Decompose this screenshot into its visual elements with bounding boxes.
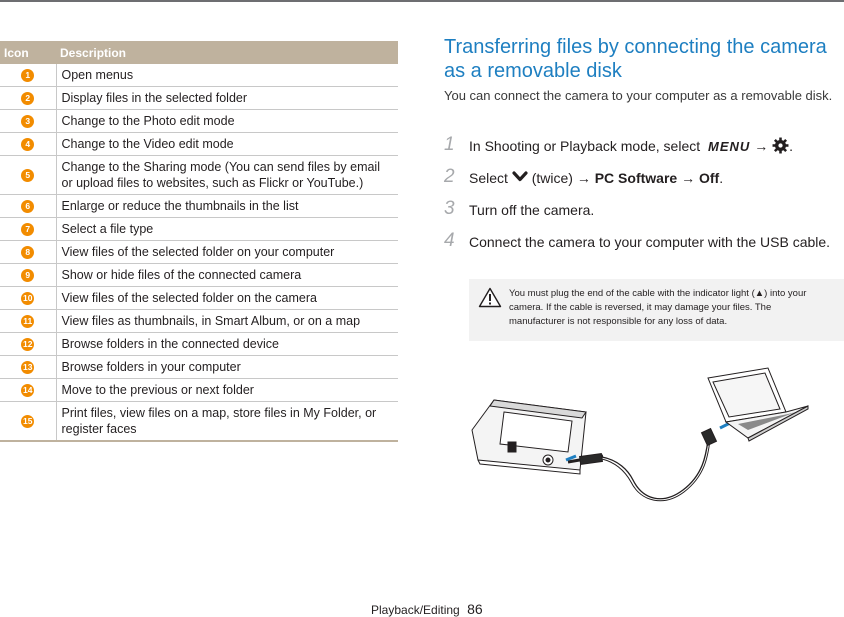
- step-3: [444, 199, 834, 221]
- footer-section: Playback/Editing: [371, 603, 460, 617]
- number-badge: 11: [23, 316, 33, 327]
- pc-software-option: PC Software: [594, 170, 678, 186]
- row-description: Enlarge or reduce the thumbnails in the list: [56, 195, 398, 218]
- row-icon-cell: [0, 379, 56, 402]
- table-row: [0, 195, 398, 218]
- table-row: [0, 333, 398, 356]
- section-heading: Transferring files by connecting the camera as a removable disk: [444, 36, 827, 82]
- page-footer: [371, 601, 483, 617]
- step-number: 2: [444, 166, 455, 187]
- caution-note: [469, 279, 844, 341]
- caution-text: You must plug the end of the cable with the indicator light (▲) into your camera. If the cable is reversed, it may damage your files. The manufacturer is not responsible for any loss of data.: [509, 288, 807, 327]
- row-description: Open menus: [56, 64, 398, 87]
- row-description: Browse folders in your computer: [56, 356, 398, 379]
- table-header-row: [0, 41, 398, 64]
- arrow-glyph: →: [681, 170, 696, 186]
- row-description: Print files, view files on a map, store files in My Folder, or register faces: [56, 402, 398, 442]
- step-2: [444, 167, 834, 189]
- gear-icon: [772, 137, 789, 154]
- number-badge: 6: [21, 200, 34, 213]
- number-badge: 2: [21, 92, 34, 105]
- number-badge: 12: [23, 339, 33, 350]
- row-icon-cell: [0, 402, 56, 442]
- number-badge: 7: [21, 223, 34, 236]
- row-description: View files of the selected folder on your computer: [56, 241, 398, 264]
- row-description: View files of the selected folder on the camera: [56, 287, 398, 310]
- top-rule: [0, 0, 844, 2]
- table-row: [0, 156, 398, 195]
- row-description: Move to the previous or next folder: [56, 379, 398, 402]
- row-icon-cell: [0, 333, 56, 356]
- number-badge: 10: [23, 293, 33, 304]
- number-badge: 9: [21, 269, 34, 282]
- step-4-text: Connect the camera to your computer with the USB cable.: [469, 234, 831, 250]
- row-icon-cell: [0, 356, 56, 379]
- row-description: Display files in the selected folder: [56, 87, 398, 110]
- row-icon-cell: [0, 264, 56, 287]
- table-row: [0, 133, 398, 156]
- row-icon-cell: [0, 241, 56, 264]
- table-body: [0, 64, 398, 441]
- row-icon-cell: [0, 287, 56, 310]
- row-icon-cell: [0, 310, 56, 333]
- number-badge: 8: [21, 246, 34, 259]
- step-1-text: In Shooting or Playback mode, select: [469, 138, 701, 154]
- table-row: [0, 87, 398, 110]
- row-icon-cell: [0, 87, 56, 110]
- step-2-mid: (twice): [531, 170, 573, 186]
- row-description: Change to the Sharing mode (You can send files by email or upload files to websites, such as Flickr or YouTube.): [56, 156, 398, 195]
- step-3-text: Turn off the camera.: [469, 202, 595, 218]
- icon-description-table: [0, 41, 398, 442]
- row-icon-cell: [0, 156, 56, 195]
- number-badge: 13: [23, 362, 33, 373]
- row-description: Show or hide files of the connected camera: [56, 264, 398, 287]
- table-row: [0, 379, 398, 402]
- table-row: [0, 356, 398, 379]
- menu-button-glyph: MENU: [708, 139, 751, 154]
- step-number: 3: [444, 198, 455, 219]
- step-1-end: .: [789, 138, 793, 154]
- row-icon-cell: [0, 110, 56, 133]
- chevron-down-icon: [512, 170, 528, 184]
- step-4: [444, 231, 834, 253]
- step-number: 1: [444, 134, 455, 155]
- number-badge: 1: [21, 69, 34, 82]
- row-description: Select a file type: [56, 218, 398, 241]
- table-row: [0, 218, 398, 241]
- table-row: [0, 64, 398, 87]
- table-row: [0, 241, 398, 264]
- row-description: Change to the Video edit mode: [56, 133, 398, 156]
- number-badge: 15: [23, 416, 33, 427]
- table-row: [0, 287, 398, 310]
- usb-connection-illustration: [468, 360, 818, 510]
- header-icon: Icon: [0, 41, 56, 64]
- warning-icon: [478, 287, 502, 308]
- row-icon-cell: [0, 133, 56, 156]
- row-description: Change to the Photo edit mode: [56, 110, 398, 133]
- step-2-text: Select: [469, 170, 508, 186]
- table-row: [0, 110, 398, 133]
- table-row: [0, 402, 398, 442]
- number-badge: 4: [21, 138, 34, 151]
- row-description: Browse folders in the connected device: [56, 333, 398, 356]
- number-badge: 3: [21, 115, 34, 128]
- step-1: [444, 135, 834, 158]
- page-number: 86: [467, 601, 483, 617]
- row-description: View files as thumbnails, in Smart Album, or on a map: [56, 310, 398, 333]
- arrow-glyph: →: [576, 170, 591, 186]
- number-badge: 14: [23, 385, 33, 396]
- arrow-glyph: →: [754, 138, 769, 154]
- step-number: 4: [444, 230, 455, 251]
- off-option: Off: [698, 170, 720, 186]
- table-row: [0, 264, 398, 287]
- row-icon-cell: [0, 64, 56, 87]
- row-icon-cell: [0, 218, 56, 241]
- step-2-end: .: [719, 170, 724, 186]
- laptop-illustration: [708, 368, 808, 441]
- table-row: [0, 310, 398, 333]
- row-icon-cell: [0, 195, 56, 218]
- header-description: Description: [56, 41, 398, 64]
- section-intro: You can connect the camera to your computer as a removable disk.: [444, 88, 833, 103]
- number-badge: 5: [21, 169, 34, 182]
- usb-cable: [566, 422, 732, 501]
